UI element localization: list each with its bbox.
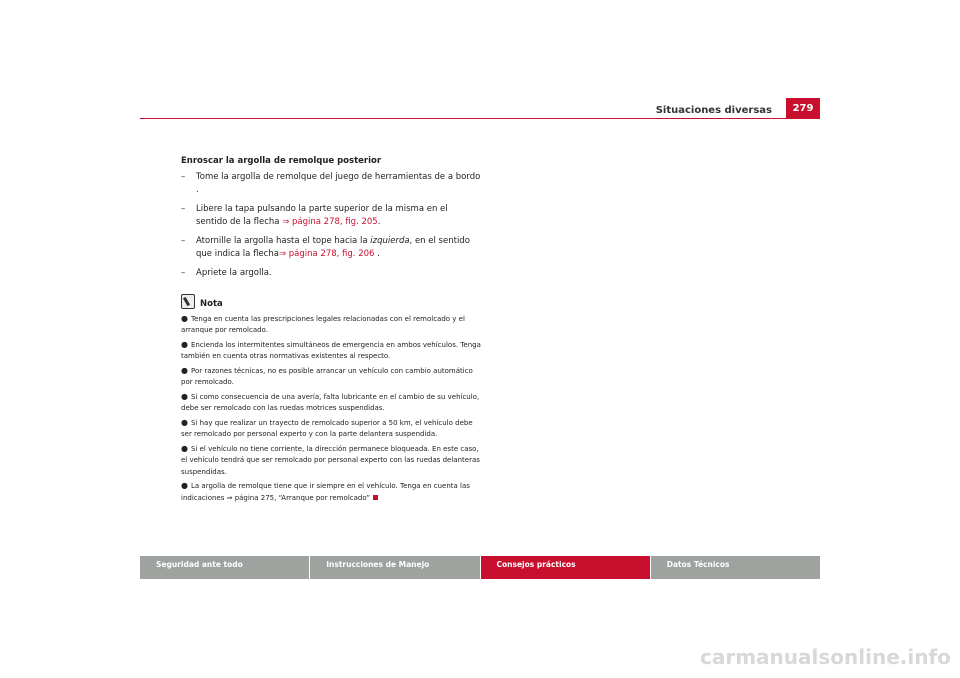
note-bullet bbox=[181, 480, 481, 504]
note-header bbox=[181, 294, 481, 309]
step-dash: – bbox=[181, 236, 186, 246]
footer-tab-seguridad[interactable]: Seguridad ante todo bbox=[140, 556, 309, 579]
note-title: Nota bbox=[200, 298, 223, 309]
page-reference-link[interactable]: ⇒ página 278, fig. 206 bbox=[278, 248, 375, 259]
running-header-title: Situaciones diversas bbox=[655, 105, 772, 116]
page-number: 279 bbox=[786, 98, 820, 119]
step-tail: . bbox=[377, 216, 381, 227]
footer-tab-consejos[interactable]: Consejos prácticos bbox=[481, 556, 650, 579]
step-item bbox=[181, 267, 481, 280]
bullet-dot-icon: ● bbox=[181, 443, 188, 453]
note-bullet-text: La argolla de remolque tiene que ir siempre en el vehículo. Tenga en cuenta las indicaciones ⇒ página 275, “Arranque por remolcado” bbox=[181, 482, 470, 502]
bullet-dot-icon: ● bbox=[181, 365, 188, 375]
step-tail: . bbox=[374, 248, 380, 259]
step-dash: – bbox=[181, 204, 186, 214]
note-bullet-text: Si el vehículo no tiene corriente, la dirección permanece bloqueada. En este caso, el vehículo tendrá que ser remolcado por personal experto con las ruedas delanteras suspendidas. bbox=[181, 444, 480, 476]
note-pencil-icon bbox=[181, 294, 195, 309]
footer-nav bbox=[140, 556, 820, 579]
bullet-dot-icon: ● bbox=[181, 339, 188, 349]
step-text: Atornille la argolla hasta el tope hacia la bbox=[196, 236, 371, 246]
bullet-dot-icon: ● bbox=[181, 417, 188, 427]
step-item bbox=[181, 235, 481, 260]
step-emphasis: izquierda bbox=[370, 236, 410, 246]
note-bullet-text: Si hay que realizar un trayecto de remolcado superior a 50 km, el vehículo debe ser remolcado por personal experto y con la parte delantera suspendida. bbox=[181, 418, 473, 438]
step-item bbox=[181, 203, 481, 228]
note-bullet-text: Por razones técnicas, no es posible arrancar un vehículo con cambio automático por remolcado. bbox=[181, 366, 473, 386]
note-bullet bbox=[181, 391, 481, 415]
watermark: carmanualsonline.info bbox=[700, 645, 951, 669]
section-heading: Enroscar la argolla de remolque posterior bbox=[181, 156, 382, 166]
step-text: , en el sentido que indica la flecha bbox=[196, 236, 470, 259]
note-bullet bbox=[181, 339, 481, 363]
step-text: Libere la tapa pulsando la parte superior de la misma en el sentido de la flecha bbox=[196, 204, 448, 227]
step-dash: – bbox=[181, 268, 186, 278]
step-item bbox=[181, 171, 481, 196]
section-end-mark-icon bbox=[373, 495, 378, 500]
note-bullet-text: Tenga en cuenta las prescripciones legales relacionadas con el remolcado y el arranque por remolcado. bbox=[181, 314, 465, 334]
note-bullet-text: Encienda los intermitentes simultáneos de emergencia en ambos vehículos. Tenga también en cuenta otras normativas existentes al respecto. bbox=[181, 340, 481, 360]
bullet-dot-icon: ● bbox=[181, 481, 188, 490]
note-bullet bbox=[181, 313, 481, 337]
bullet-dot-icon: ● bbox=[181, 313, 188, 323]
step-text: Apriete la argolla. bbox=[196, 268, 272, 278]
footer-tab-datos[interactable]: Datos Técnicos bbox=[651, 556, 820, 579]
note-bullet bbox=[181, 417, 481, 441]
bullet-dot-icon: ● bbox=[181, 391, 188, 401]
footer-tab-instrucciones[interactable]: Instrucciones de Manejo bbox=[310, 556, 479, 579]
note-bullet bbox=[181, 365, 481, 389]
page-reference-link[interactable]: ⇒ página 278, fig. 205 bbox=[282, 216, 378, 227]
note-bullet-text: Si como consecuencia de una avería, falta lubricante en el cambio de su vehículo, debe ser remolcado con las ruedas motrices suspendidas. bbox=[181, 392, 480, 412]
note-bullet bbox=[181, 443, 481, 479]
header-divider bbox=[140, 118, 820, 119]
main-content bbox=[181, 155, 481, 506]
step-dash: – bbox=[181, 172, 186, 182]
step-text: Tome la argolla de remolque del juego de herramientas de a bordo . bbox=[196, 172, 481, 195]
